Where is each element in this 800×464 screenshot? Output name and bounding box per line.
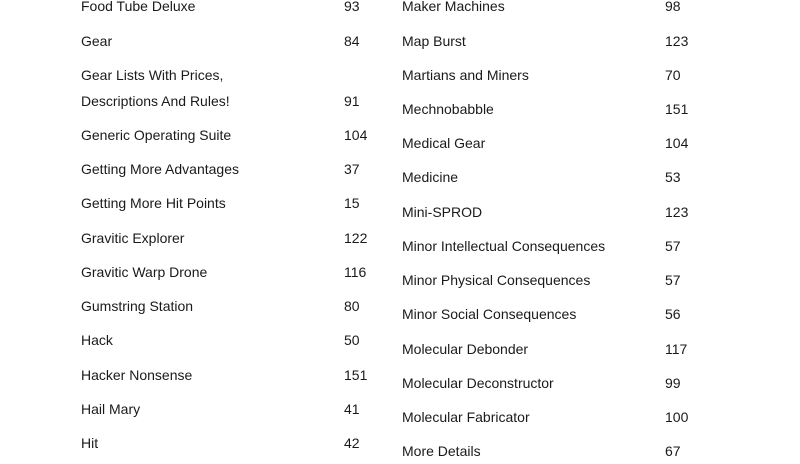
- index-page-number: 84: [344, 33, 360, 49]
- index-entry: [81, 28, 381, 54]
- index-entry: [402, 301, 702, 327]
- index-page-number: 99: [665, 375, 681, 391]
- index-term: Martians and Miners: [402, 67, 529, 83]
- index-term: Minor Intellectual Consequences: [402, 238, 606, 254]
- index-term: Hail Mary: [81, 401, 141, 417]
- index-page-number: 91: [344, 93, 360, 109]
- index-term: More Details: [402, 443, 481, 459]
- index-term: Medical Gear: [402, 135, 486, 151]
- index-entry: [402, 0, 702, 19]
- index-term: Minor Physical Consequences: [402, 272, 591, 288]
- index-page-number: 151: [665, 101, 689, 117]
- index-page-number: 37: [344, 161, 360, 177]
- index-entry: [402, 28, 702, 54]
- index-entry: [402, 404, 702, 430]
- index-entry: [81, 0, 381, 19]
- index-page-number: 122: [344, 230, 368, 246]
- index-page-number: 116: [344, 264, 367, 280]
- index-term: Mini-SPROD: [402, 204, 483, 220]
- index-entry: [81, 190, 381, 216]
- index-term: Food Tube Deluxe: [81, 0, 196, 14]
- index-term: Generic Operating Suite: [81, 127, 232, 143]
- index-page-number: 15: [344, 195, 360, 211]
- index-page-number: 53: [665, 169, 681, 185]
- index-term: Hit: [81, 435, 99, 451]
- index-page-number: 123: [665, 33, 689, 49]
- index-term: Gravitic Explorer: [81, 230, 185, 246]
- index-term: Hack: [81, 332, 113, 348]
- index-term: Mechnobabble: [402, 101, 494, 117]
- index-page-number: 56: [665, 306, 681, 322]
- index-entry: [81, 430, 381, 456]
- index-page-number: 57: [665, 238, 681, 254]
- index-entry: [81, 293, 381, 319]
- index-entry: [402, 96, 702, 122]
- index-entry: [402, 233, 702, 259]
- index-term: Gear Lists With Prices,: [81, 67, 224, 83]
- index-entry: [81, 122, 381, 148]
- index-term: Maker Machines: [402, 0, 505, 14]
- index-page-number: 42: [344, 435, 360, 451]
- index-entry: [81, 62, 381, 88]
- index-page-number: 100: [665, 409, 689, 425]
- index-term: Gumstring Station: [81, 298, 194, 314]
- index-page-number: 104: [344, 127, 368, 143]
- index-entry: [81, 225, 381, 251]
- index-entry: [402, 164, 702, 190]
- index-entry: [81, 88, 381, 114]
- index-page-number: 98: [665, 0, 681, 14]
- index-term: Getting More Advantages: [81, 161, 239, 177]
- index-entry: [402, 199, 702, 225]
- index-term: Medicine: [402, 169, 459, 185]
- index-page-number: 70: [665, 67, 681, 83]
- index-page-number: 80: [344, 298, 360, 314]
- index-term: Molecular Fabricator: [402, 409, 530, 425]
- index-term: Gear: [81, 33, 113, 49]
- index-entry: [81, 362, 381, 388]
- index-term: Map Burst: [402, 33, 466, 49]
- index-entry: [402, 130, 702, 156]
- index-entry: [402, 438, 702, 464]
- index-entry: [81, 156, 381, 182]
- index-term: Hacker Nonsense: [81, 367, 193, 383]
- index-entry: [402, 370, 702, 396]
- index-entry: [402, 62, 702, 88]
- index-entry: [402, 267, 702, 293]
- index-term: Gravitic Warp Drone: [81, 264, 208, 280]
- index-page-number: 151: [344, 367, 368, 383]
- index-page-number: 123: [665, 204, 689, 220]
- index-page-number: 104: [665, 135, 689, 151]
- index-page-number: 117: [665, 341, 688, 357]
- index-entry: [402, 336, 702, 362]
- index-page-number: 57: [665, 272, 681, 288]
- index-term: Molecular Deconstructor: [402, 375, 554, 391]
- index-term: Getting More Hit Points: [81, 195, 226, 211]
- index-entry: [81, 259, 381, 285]
- index-term: Molecular Debonder: [402, 341, 529, 357]
- index-page-number: 93: [344, 0, 360, 14]
- index-term: Minor Social Consequences: [402, 306, 577, 322]
- index-page-number: 67: [665, 443, 681, 459]
- index-page-number: 50: [344, 332, 360, 348]
- index-term: Descriptions And Rules!: [81, 93, 230, 109]
- index-entry: [81, 327, 381, 353]
- index-page-number: 41: [344, 401, 360, 417]
- index-entry: [81, 396, 381, 422]
